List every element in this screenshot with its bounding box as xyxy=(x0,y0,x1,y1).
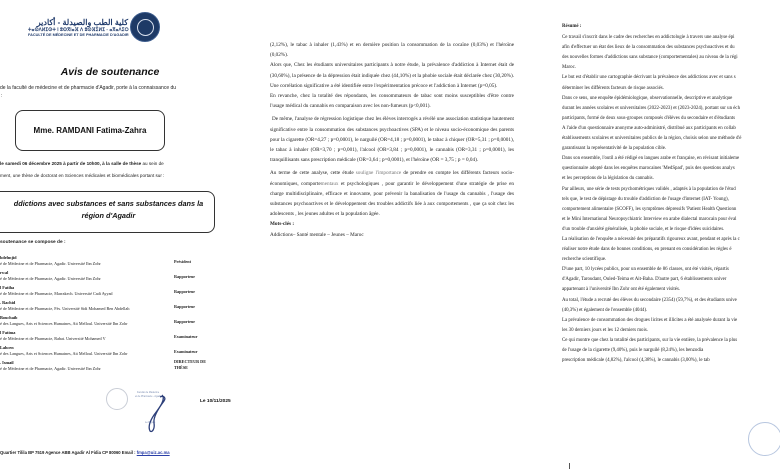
resume-line: Le but est d'établir une cartographie décrivant la prévalence des addictions avec et sans s xyxy=(562,75,736,81)
paragraph-conclusion xyxy=(270,168,514,219)
jury-member-role: DIRECTEUR DE THÈSE xyxy=(174,359,206,370)
resume-body xyxy=(562,22,780,366)
resume-line: durant les années scolaires et universitaires (2022-2023) et (2023-2024), portant sur un éch xyxy=(562,105,741,111)
resume-line: appartenant à l'université Ibn Zohr ont été également visités. xyxy=(562,287,681,293)
conclusion-text: de prendre en compte les différents facteurs socio-économiques, comporte xyxy=(270,170,514,187)
abstract-continued-page xyxy=(258,0,520,470)
jury-member xyxy=(0,330,230,345)
jury-member-role: Rapporteur xyxy=(174,319,196,324)
resume-line: Au total, l'étude a recruté des élèves du secondaire (2354) (59,7%), et des étudiants unive xyxy=(562,297,737,303)
jury-member-affiliation: é de Médecine et de Pharmacie, Agadir. Université Ibn Zohr xyxy=(0,276,101,281)
thesis-type-line: ment, une thèse de doctorat en Sciences médicales et biomédicales portant sur : xyxy=(0,173,165,178)
jury-member xyxy=(0,255,230,270)
resume-line: garantissant la représentativité de la population cible. xyxy=(562,146,667,152)
jury-member-name: . Rachid xyxy=(0,300,16,305)
resume-line: D'une part, 10 lycées publics, pour un ensemble de 86 classes, ont été visités, répartis xyxy=(562,267,729,273)
jury-member-name: Bouchaib xyxy=(0,315,18,320)
stamp-text: et de Pharmacie - Agadir xyxy=(135,395,162,398)
jury-member-affiliation: é de Médecine et de Pharmacie, Agadir. Université Ibn Zohr xyxy=(0,261,101,266)
conclusion-text-faint: mentaux xyxy=(320,180,339,187)
jury-member-role: Rapporteur xyxy=(174,304,196,309)
stamp-text: Le Doyen xyxy=(145,421,156,424)
resume-line: A l'aide d'un questionnaire anonyme auto-administré, distribué aux participants en collab xyxy=(562,125,736,131)
footer-address xyxy=(0,450,170,455)
resume-page xyxy=(520,0,780,470)
jury-heading: soutenance se compose de : xyxy=(0,240,66,245)
conclusion-text: Au terme de cette analyse, cette étude xyxy=(270,170,356,177)
resume-line: prescription médicale (4,82%), l'alcool (4,38%), le cannabis (3,00%), le tab xyxy=(562,358,710,364)
jury-member-name: l Fatima xyxy=(0,330,16,335)
resume-line: Dans son ensemble, l'outil a été rédigé en langues arabe et française, en révisant initialeme xyxy=(562,156,740,162)
faculty-name-french: FACULTÉ DE MÉDECINE ET DE PHARMACIE D'AGADIR xyxy=(28,33,129,37)
jury-member-name: Lahcen xyxy=(0,345,14,350)
resume-line: tels que, le test de dépistage du trouble d'addiction de l'usage d'internet (IAT- Young), xyxy=(562,196,729,202)
official-stamp-icon xyxy=(748,422,780,456)
candidate-name: Mme. RAMDANI Fatima-Zahra xyxy=(33,126,147,135)
conclusion-text: et psychologiques , pour garantir le développement d'une stratégie de prise en charge multidisciplinaire, efficace et innovante, pour prévenir la banalisation de l'usage du cannabis , l'usage des substances psychoactives et le développement des troubles addictifs liée à aux comportements , que ça soit chez les adolescents , les jeunes adultes et la population âgée. xyxy=(270,180,514,218)
resume-line: et les perceptions de la législation du cannabis. xyxy=(562,176,654,182)
resume-line: des nouvelles formes d'addictions sans substance (comportementales) au niveau de la régi xyxy=(562,55,738,61)
faculty-logo xyxy=(28,12,178,56)
intro-colon: : xyxy=(1,93,3,99)
resume-line: Ce qui montre que chez la totalité des participants, sur la vie entière, la prévalence la plus xyxy=(562,337,738,343)
defense-date: le samedi 06 décembre 2025 à partir de 10h00, à la salle de thèse xyxy=(0,161,142,166)
resume-line: afin d'effectuer un état des lieux de la consommation des substances psychoactives et du xyxy=(562,45,735,51)
page-mark xyxy=(569,463,570,469)
resume-line: La prévalence de consommation des drogues licites et illicites a été analysée durant la vie xyxy=(562,317,738,323)
official-stamp-icon xyxy=(106,388,128,410)
thesis-topic-line-2: région d'Agadir xyxy=(81,211,136,220)
paragraph: De même, l'analyse de régression logistique chez les élèves interrogés a révélé une association statistique hautement significative entre la consommation des substances psychoactives (SPA) et le niveau socio-économique des parents pour la cigarette (OR=4,27 ; p=0,0001), le narguilé (OR=4,18 ; p=0,0001), le tabac à chiquer (OR=5,31 ; p=0,0001), le tabac à inhaler (OR=3,70 ; p=0,001), l'alcool (OR=3,84 ; p=0,0001), le cannabis (OR=3,31 ; p=0,0001), les tranquillisants sans prescription médicale (OR=3,64 ; p=0,0001), et l'héroïne (OR = 3,75 ; p = 0,04). xyxy=(270,116,514,164)
jury-member-name: . Ismail xyxy=(0,360,14,365)
jury-member-affiliation: é des Langues, Arts et Sciences Humaines, Ait Melloul. Université Ibn Zohr xyxy=(0,351,128,356)
resume-line: (40,3%) et également de l'ensemble (4044). xyxy=(562,307,648,313)
jury-member-role: Examinateur xyxy=(174,349,198,354)
document-date: Le 10/11/2025 xyxy=(200,399,231,404)
jury-member xyxy=(0,345,230,360)
resume-line: établissements scolaires et universitaires publics de la région, choisis selon une méthode d'é xyxy=(562,136,742,142)
jury-member-role: Rapporteur xyxy=(174,274,196,279)
resume-line: Ce travail s'inscrit dans le cadre des recherches en addictologie à travers une analyse épi xyxy=(562,35,735,41)
abstract-continued-body xyxy=(270,40,514,240)
university-emblem-icon xyxy=(130,12,160,42)
resume-line: Par ailleurs, une série de tests psychométriques validés , adaptés à la population de l'étud xyxy=(562,186,736,192)
footer-address-text: Quartier Tilila BP 7519 Agence ABB Agadir Al Fidia CP 80060 Email : xyxy=(0,450,137,455)
jury-member-name: rwal xyxy=(0,270,9,275)
resume-title: Résumé : xyxy=(562,24,582,29)
stamp-text: Faculté de Médecine xyxy=(137,391,160,394)
resume-line: participants, formé de deux sous-groupes composés d'élèves du secondaire et d'étudiants xyxy=(562,115,736,121)
paragraph: (2,12%), le tabac à inhaler (1,43%) et en dernière position la consommation de la cocaïne (0,03%) et l'héroïne (0,02%). xyxy=(270,42,514,59)
footer-email-link[interactable]: fmpa@uiz.ac.ma xyxy=(136,450,170,455)
jury-member-role: Examinateur xyxy=(174,334,198,339)
jury-member xyxy=(0,360,230,375)
faculty-logo-text xyxy=(28,18,128,38)
resume-line: déterminer les différents facteurs de risque associés. xyxy=(562,85,664,91)
jury-member xyxy=(0,270,230,285)
resume-line: et le Mini International Neuropsychiatric Interview en arabe dialectal marocain pour éval xyxy=(562,216,737,222)
resume-line: de l'usage de la cigarette (9,40%), puis le narguilé (8,24%), les benzodia xyxy=(562,348,704,353)
resume-line: comportement alimentaire (SCOFF), les symptômes dépressifs 'Patient Health Questionn xyxy=(562,206,737,212)
candidate-name-box xyxy=(15,110,165,151)
resume-line: réaliser notre étude dans de bonnes conditions, en prenant en considération les règles é xyxy=(562,247,732,253)
jury-member-name: l Fatiha xyxy=(0,285,15,290)
resume-line: recherche scientifique. xyxy=(562,257,607,263)
faculty-name-arabic: كلية الطب والصيدلة - أكادير xyxy=(36,18,128,27)
jury-member xyxy=(0,300,230,315)
resume-line: d'un trouble d'anxiété généralisée, la phobie sociale, et le risque d'idées suicidaires. xyxy=(562,226,725,232)
keywords-label: Mots-clés : xyxy=(270,221,295,228)
jury-member-role: Président xyxy=(174,259,191,264)
jury-list xyxy=(0,255,230,375)
page-title: Avis de soutenance xyxy=(60,66,160,78)
keywords: Addictions– Santé mentale – Jeunes – Maroc xyxy=(270,231,364,238)
jury-member-affiliation: é des Langues, Arts et Sciences Humaines, Ait Melloul. Université Ibn Zohr xyxy=(0,321,128,326)
intro-text: de la faculté de médecine et de pharmacie d'Agadir, porte à la connaissance du xyxy=(0,85,177,91)
thesis-topic-box xyxy=(0,191,215,233)
resume-line: questionnaire adopté dans les enquêtes marocaines 'MedSpad', puis des questions analys xyxy=(562,166,735,172)
jury-member-affiliation: é de Médecine et de Pharmacie, Marrakech. Université Cadi Ayyad xyxy=(0,291,113,296)
resume-line: La réalisation de l'enquête a nécessité des préparatifs rigoureux avant, pendant et après la c xyxy=(562,236,740,242)
thesis-topic-line-1: ddictions avec substances et sans substances dans la xyxy=(13,199,204,208)
resume-line: Dans ce sens, une enquête épidémiologique, observationnelle, descriptive et analytique xyxy=(562,95,733,101)
faculty-name-tifinagh: ⵜⴰⵙⴷⵍⵉⵙⵜ ⵏ ⵓⵙⴳⵏⴰⴼ ⴷ ⵓⵙⴼⵉⵍⵉ - ⴰⴳⴰⴷⵉⵔ xyxy=(28,27,129,32)
paragraph: Alors que, Chez les étudiants universitaires participants à notre étude, la prévalence d'addiction à Internet était de (30,60%), la présence de la dépression était indiquée chez (44,10%) et la phobie sociale était déclarée chez (30,20%). Une corrélation significative a été identifiée entre l'expérimentation précoce et l'addiction à Internet (p=0,05). xyxy=(270,62,514,89)
resume-line: Maroc. xyxy=(562,65,576,71)
jury-member-role: Rapporteur xyxy=(174,289,196,294)
jury-member-affiliation: é de Médecine et de Pharmacie, Fès. Université Sidi Mohamed Ben Abdellah xyxy=(0,306,130,311)
defense-date-line xyxy=(0,161,255,166)
jury-member xyxy=(0,315,230,330)
defense-date-rest: au sein de xyxy=(141,161,164,166)
jury-member-affiliation: é de Médecine et de Pharmacie, Rabat. Université Mohamed V xyxy=(0,336,106,341)
signature-icon xyxy=(142,393,170,433)
resume-line: les 30 derniers jours et les 12 derniers mois. xyxy=(562,327,648,333)
avis-de-soutenance-page xyxy=(0,0,258,470)
jury-member-affiliation: é de Médecine et de Pharmacie, Agadir. Université Ibn Zohr xyxy=(0,366,101,371)
conclusion-text-faint: souligne l'importance xyxy=(355,170,402,177)
resume-line: d'Agadir, Taroudant, Ouled-Teima et Ait-Baha. D'autre part, 6 établissements univer xyxy=(562,277,727,283)
jury-member xyxy=(0,285,230,300)
jury-member-name: bdelmjid xyxy=(0,255,17,260)
paragraph: En revanche, chez la totalité des répondants, les consommateurs de tabac sont moins susceptibles d'être contre l'usage médical du cannabis en comparaison avec les non-fumeurs (p<0,001). xyxy=(270,93,514,110)
